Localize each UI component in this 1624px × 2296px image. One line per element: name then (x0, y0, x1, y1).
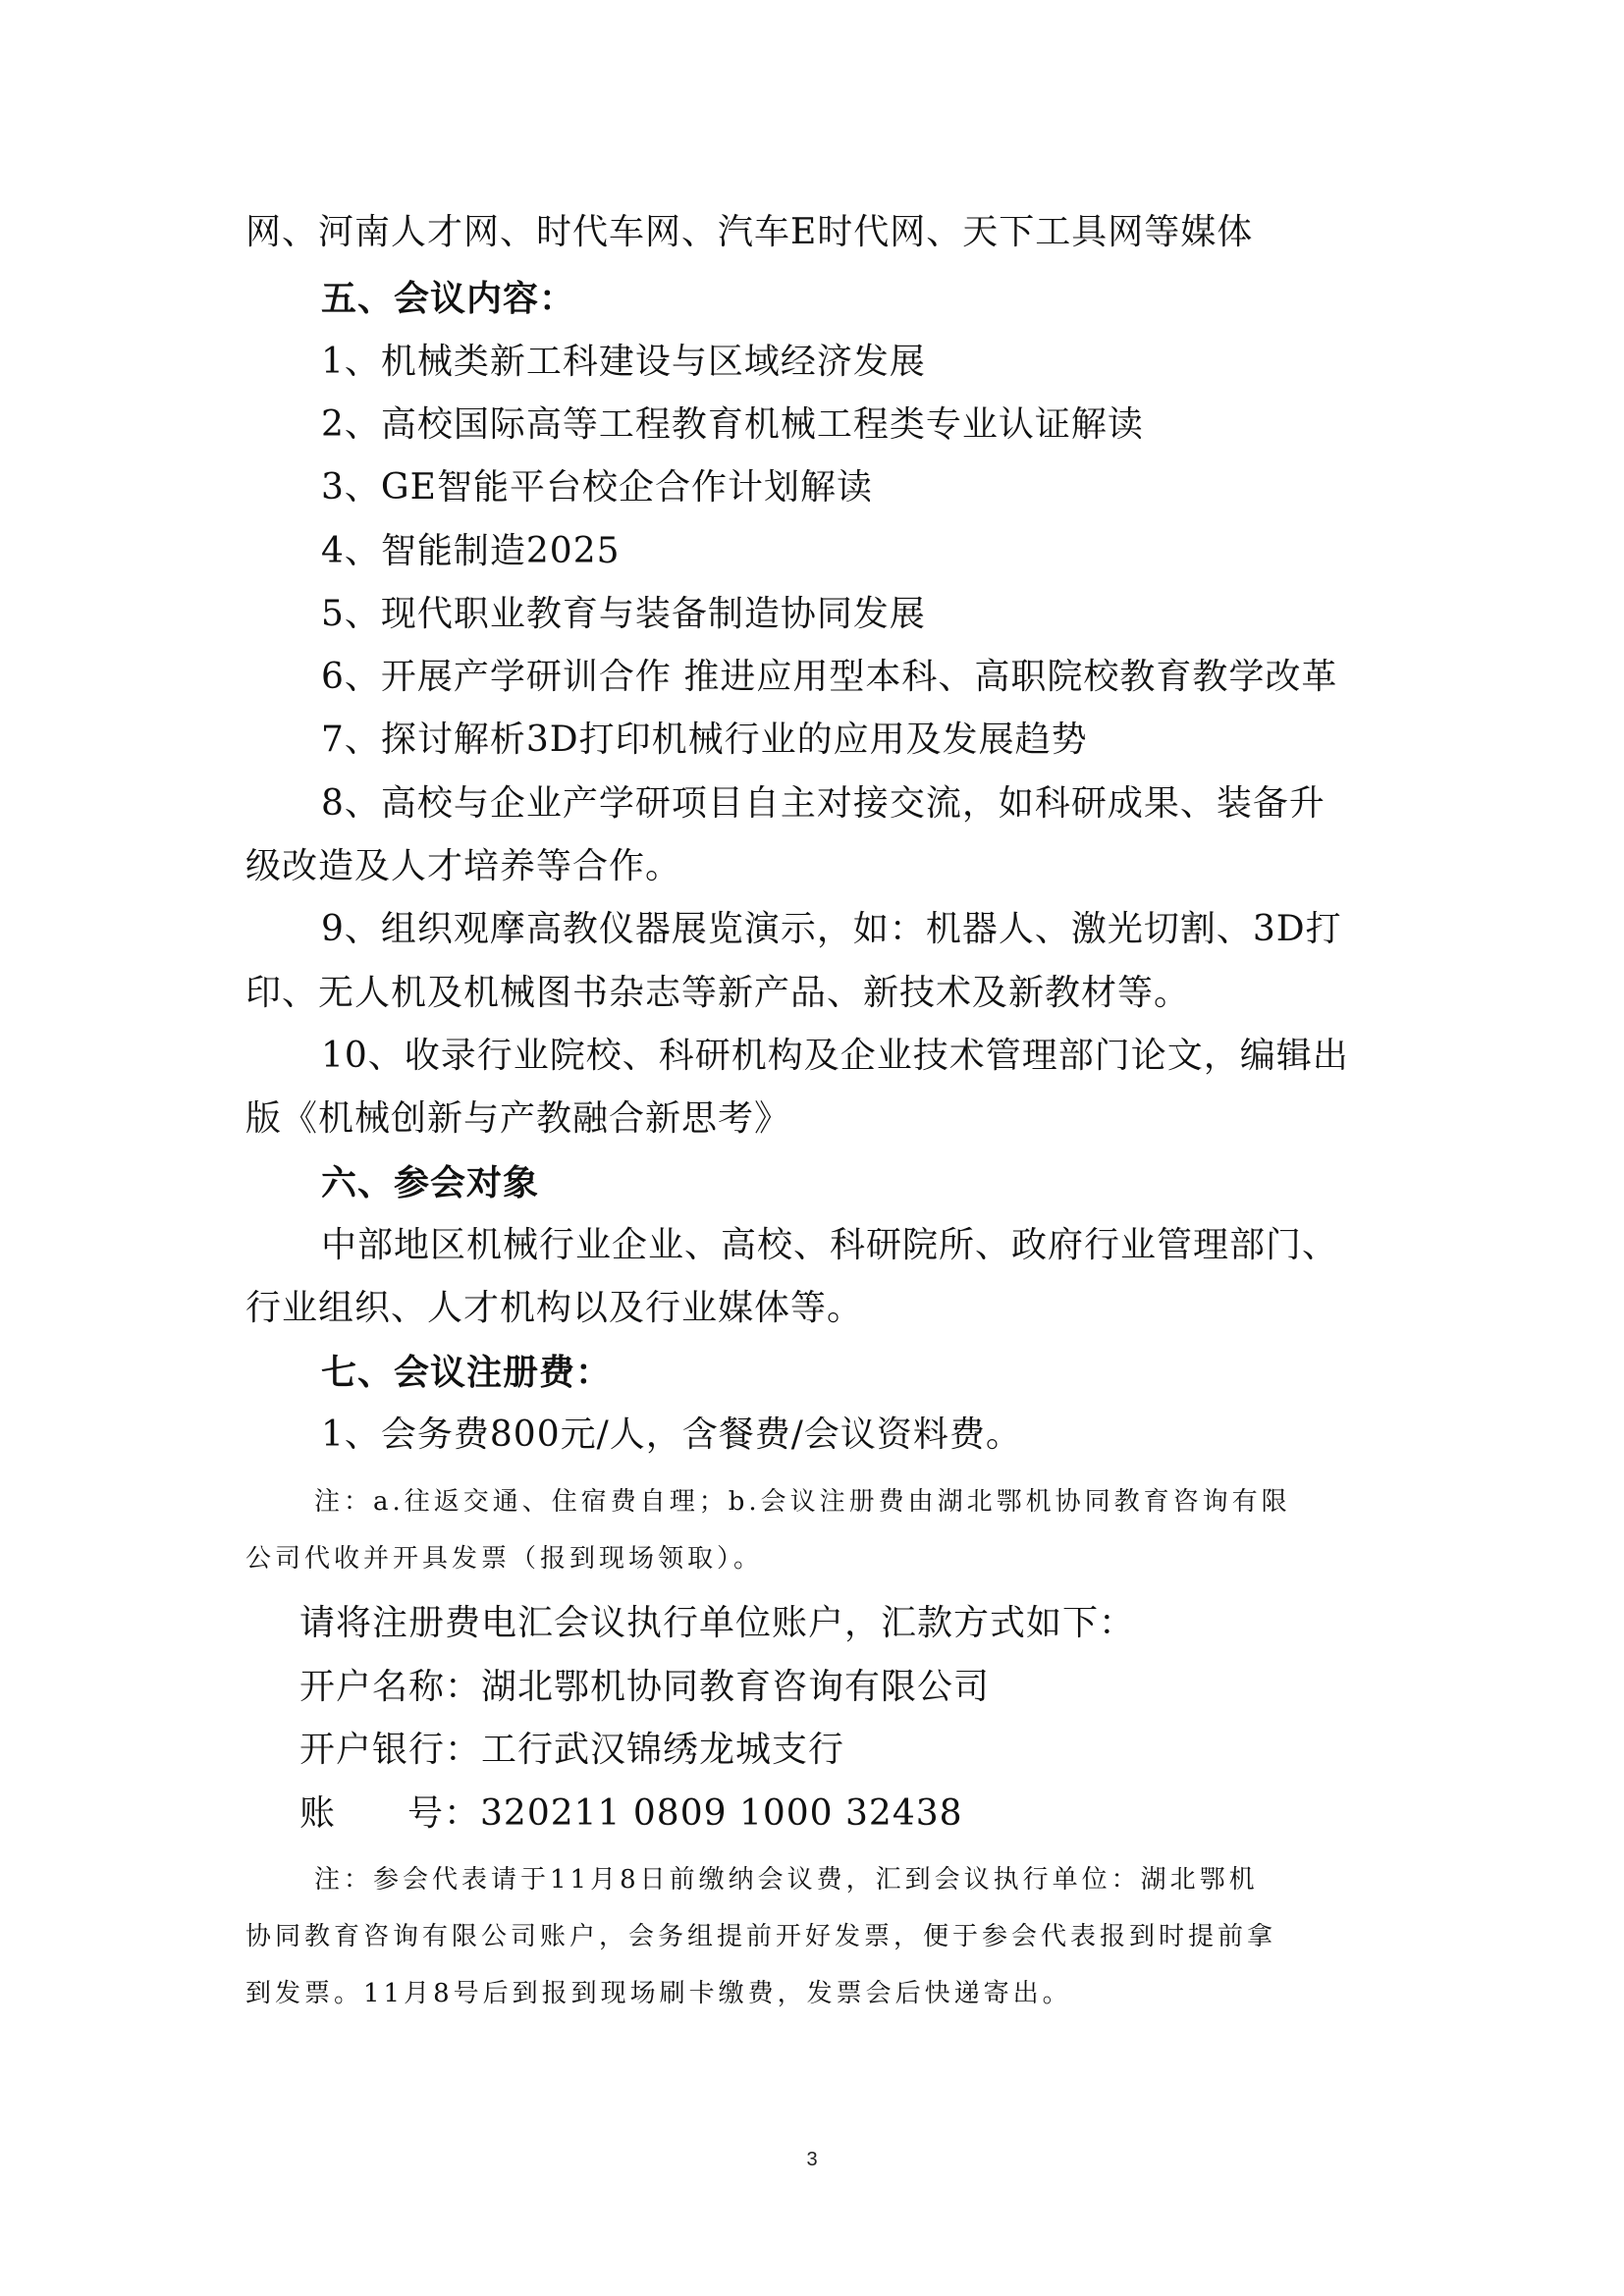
account-number-label-char-1: 账 (299, 1793, 337, 1834)
media-list-continuation: 网、河南人才网、时代车网、汽车E时代网、天下工具网等媒体 (245, 212, 1254, 252)
account-number-row (299, 1792, 963, 1836)
content-item-9-line-2: 印、无人机及机械图书杂志等新产品、新技术及新教材等。 (245, 973, 1191, 1013)
payment-note-line-1: 注：参会代表请于11月8日前缴纳会议费，汇到会议执行单位：湖北鄂机 (314, 1865, 1259, 1895)
content-item-5: 5、现代职业教育与装备制造协同发展 (321, 594, 926, 634)
content-item-8-line-2: 级改造及人才培养等合作。 (245, 846, 682, 886)
content-item-3: 3、GE智能平台校企合作计划解读 (321, 467, 873, 507)
fee-note-line-2: 公司代收并开具发票（报到现场领取）。 (245, 1544, 764, 1574)
section-7-heading: 七、会议注册费： (321, 1352, 613, 1393)
content-item-6: 6、开展产学研训合作 推进应用型本科、高职院校教育教学改革 (321, 657, 1338, 697)
page-number: 3 (806, 2149, 818, 2170)
fee-item-1: 1、会务费800元/人，含餐费/会议资料费。 (321, 1415, 1022, 1455)
content-item-10-line-1: 10、收录行业院校、科研机构及企业技术管理部门论文，编辑出 (321, 1036, 1349, 1076)
content-item-9-line-1: 9、组织观摩高教仪器展览演示，如：机器人、激光切割、3D打 (321, 909, 1342, 949)
attendees-line-1: 中部地区机械行业企业、高校、科研院所、政府行业管理部门、 (321, 1225, 1339, 1265)
attendees-line-2: 行业组织、人才机构以及行业媒体等。 (245, 1288, 864, 1328)
account-number-value: 320211 0809 1000 32438 (480, 1793, 963, 1834)
section-6-heading: 六、参会对象 (321, 1162, 540, 1203)
content-item-10-line-2: 版《机械创新与产教融合新思考》 (245, 1098, 791, 1139)
payment-note-line-2: 协同教育咨询有限公司账户，会务组提前开好发票，便于参会代表报到时提前拿 (245, 1922, 1277, 1951)
fee-note-line-1: 注：a.往返交通、住宿费自理；b.会议注册费由湖北鄂机协同教育咨询有限 (314, 1487, 1291, 1517)
account-number-label-char-2: 号： (407, 1793, 481, 1834)
content-item-2: 2、高校国际高等工程教育机械工程类专业认证解读 (321, 404, 1144, 445)
section-5-heading: 五、会议内容： (321, 278, 576, 319)
account-bank: 开户银行：工行武汉锦绣龙城支行 (299, 1730, 845, 1770)
account-name: 开户名称：湖北鄂机协同教育咨询有限公司 (299, 1667, 991, 1707)
content-item-7: 7、探讨解析3D打印机械行业的应用及发展趋势 (321, 720, 1088, 760)
content-item-1: 1、机械类新工科建设与区域经济发展 (321, 342, 926, 382)
content-item-8-line-1: 8、高校与企业产学研项目自主对接交流，如科研成果、装备升 (321, 783, 1326, 824)
content-item-4: 4、智能制造2025 (321, 531, 621, 571)
payment-note-line-3: 到发票。11月8号后到报到现场刷卡缴费，发票会后快递寄出。 (245, 1979, 1072, 2008)
remittance-intro: 请将注册费电汇会议执行单位账户，汇款方式如下： (299, 1603, 1136, 1643)
